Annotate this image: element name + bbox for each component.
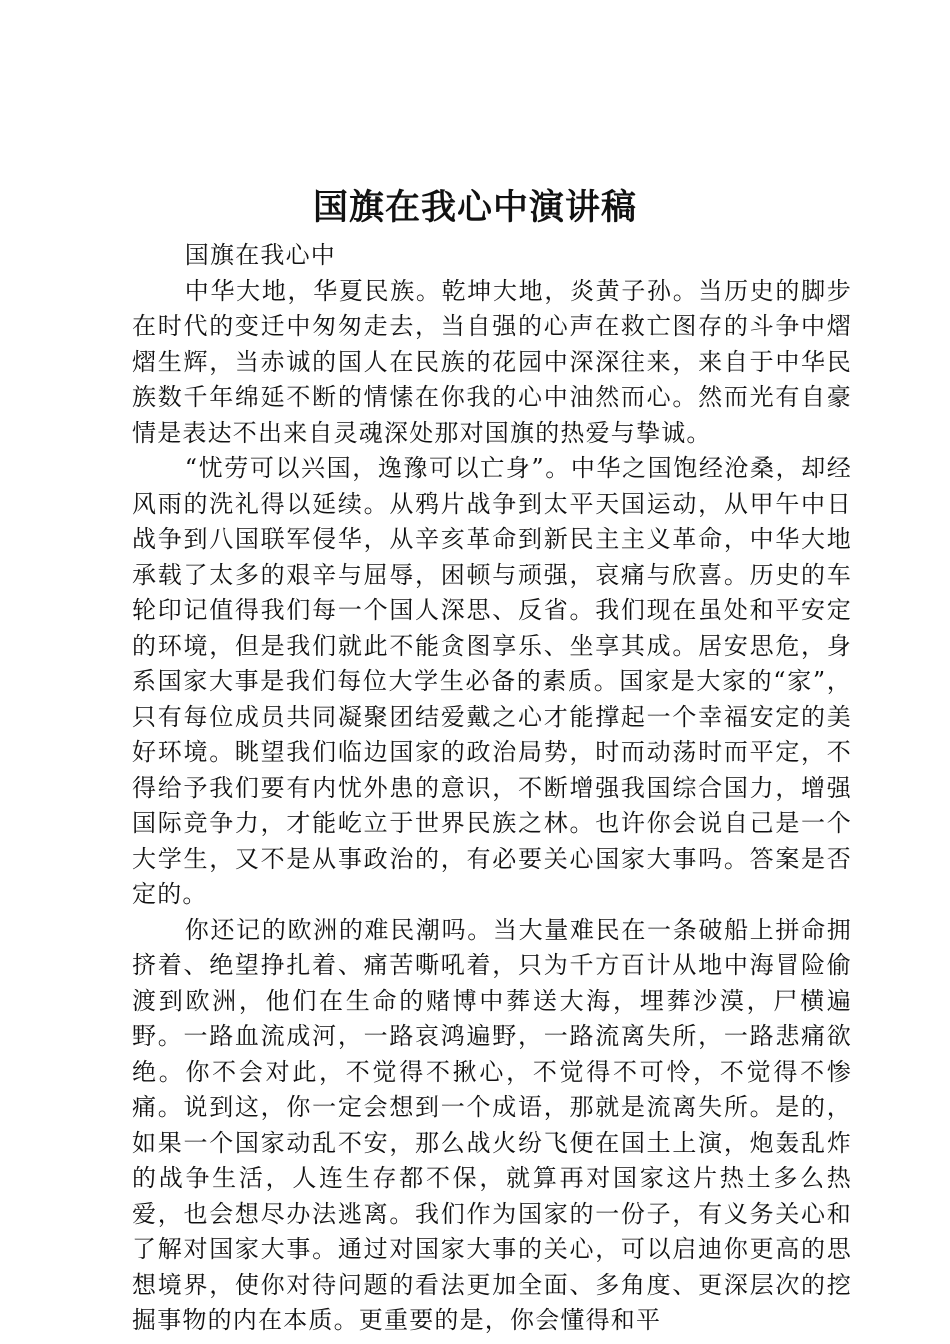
document-title: 国旗在我心中演讲稿 (312, 187, 637, 228)
paragraph-3: 你还记的欧洲的难民潮吗。当大量难民在一条破船上拼命拥挤着、绝望挣扎着、痛苦嘶吼着，只为千方百计从地中海冒险偷渡到欧洲，他们在生命的赌博中葬送大海，埋葬沙漠，尸横遍野。一路血流成河，一路哀鸿遍野，一路流离失所，一路悲痛欲绝。你不会对此，不觉得不揪心，不觉得不可怜，不觉得不惨痛。说到这，你一定会想到一个成语，那就是流离失所。是的，如果一个国家动乱不安，那么战火纷飞便在国土上演，炮轰乱炸的战争生活，人连生存都不保，就算再对国家这片热土多么热爱，也会想尽办法逃离。我们作为国家的一份子，有义务关心和了解对国家大事。通过对国家大事的关心，可以启迪你更高的思想境界，使你对待问题的看法更加全面、多角度、更深层次的挖掘事物的内在本质。更重要的是，你会懂得和平 (132, 915, 852, 1334)
paragraph-1: 中华大地，华夏民族。乾坤大地，炎黄子孙。当历史的脚步在时代的变迁中匆匆走去，当自强的心声在救亡图存的斗争中熠熠生辉，当赤诚的国人在民族的花园中深深往来，来自于中华民族数千年绵延不断的情愫在你我的心中油然而心。然而光有自豪情是表达不出来自灵魂深处那对国旗的热爱与挚诚。 (132, 276, 852, 447)
paragraph-2: “忧劳可以兴国，逸豫可以亡身”。中华之国饱经沧桑，却经风雨的洗礼得以延续。从鸦片战争到太平天国运动，从甲午中日战争到八国联军侵华，从辛亥革命到新民主主义革命，中华大地承载了太多的艰辛与屈辱，困顿与顽强，哀痛与欣喜。历史的车轮印记值得我们每一个国人深思、反省。我们现在虽处和平安定的环境，但是我们就此不能贪图享乐、坐享其成。居安思危，身系国家大事是我们每位大学生必备的素质。国家是大家的“家”，只有每位成员共同凝聚团结爱戴之心才能撑起一个幸福安定的美好环境。眺望我们临边国家的政治局势，时而动荡时而平定，不得给予我们要有内忧外患的意识，不断增强我国综合国力，增强国际竞争力，才能屹立于世界民族之林。也许你会说自己是一个大学生，又不是从事政治的，有必要关心国家大事吗。答案是否定的。 (132, 454, 852, 908)
document-body (132, 238, 852, 1339)
document-subtitle: 国旗在我心中 (184, 241, 336, 269)
